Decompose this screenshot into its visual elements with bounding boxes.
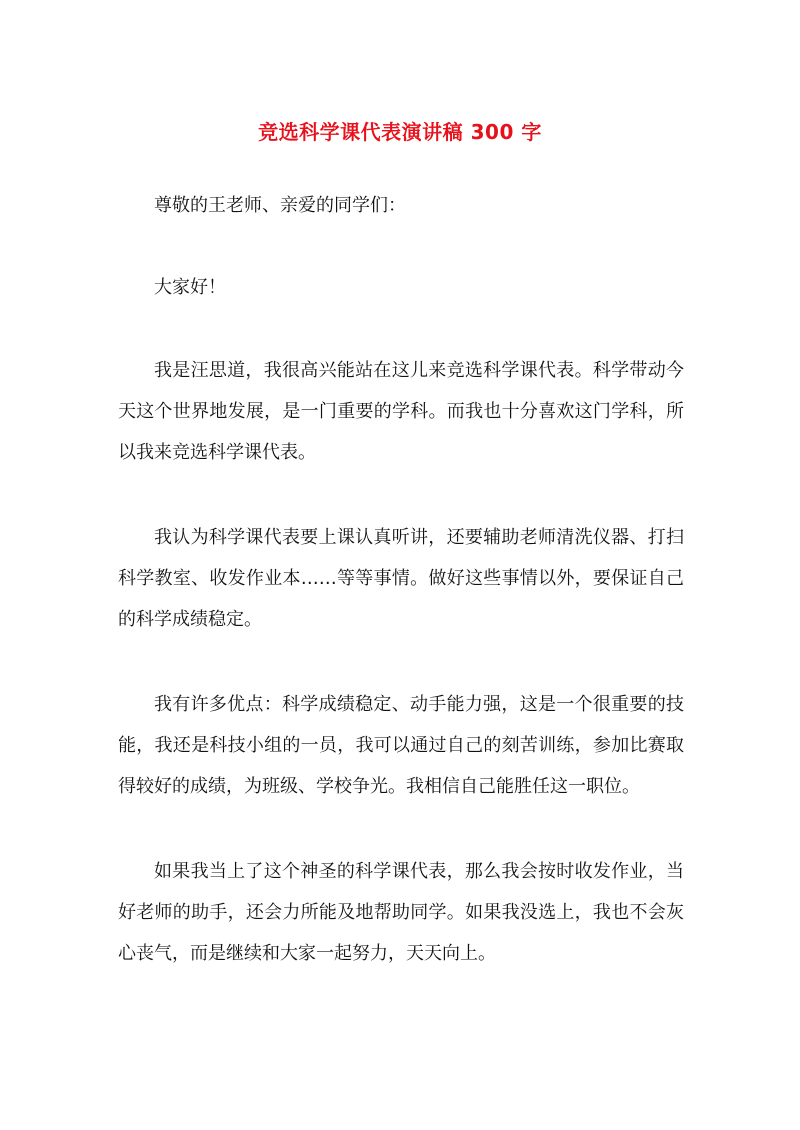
greeting-paragraph: 大家好！	[154, 277, 226, 298]
strengths-paragraph: 我有许多优点：科学成绩稳定、动手能力强，这是一个很重要的技能，我还是科技小组的一员，我可以通过自己的刻苦训练，参加比赛取得较好的成绩，为班级、学校争光。我相信自己能胜任这一职位。	[118, 694, 684, 797]
document-title: 竞选科学课代表演讲稿 300 字	[258, 120, 542, 145]
salutation-paragraph: 尊敬的王老师、亲爱的同学们：	[154, 195, 406, 216]
introduction-paragraph: 我是汪思道，我很高兴能站在这儿来竞选科学课代表。科学带动今天这个世界地发展，是一门重要的学科。而我也十分喜欢这门学科，所以我来竞选科学课代表。	[118, 360, 684, 463]
duties-paragraph: 我认为科学课代表要上课认真听讲，还要辅助老师清洗仪器、打扫科学教室、收发作业本……等等事情。做好这些事情以外，要保证自己的科学成绩稳定。	[118, 527, 684, 630]
closing-paragraph: 如果我当上了这个神圣的科学课代表，那么我会按时收发作业，当好老师的助手，还会力所能及地帮助同学。如果我没选上，我也不会灰心丧气，而是继续和大家一起努力，天天向上。	[118, 861, 684, 964]
